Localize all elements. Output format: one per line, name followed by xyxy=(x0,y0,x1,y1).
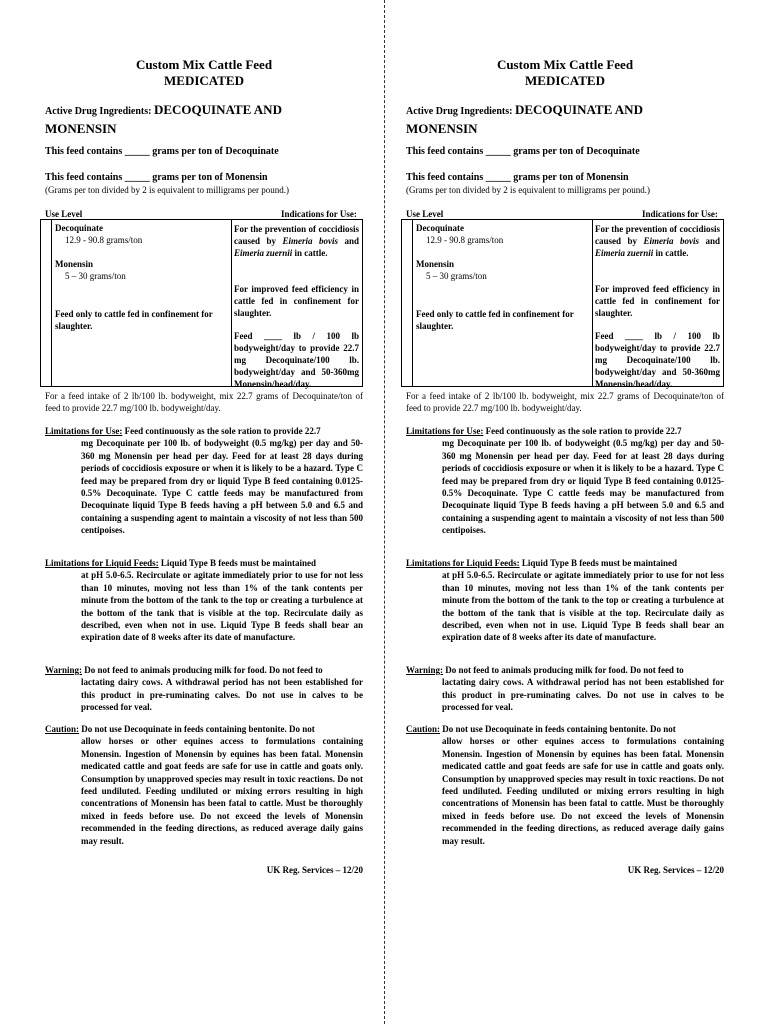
drug-monensin-name: Monensin xyxy=(416,259,455,269)
feed-label-right xyxy=(406,0,724,1024)
active-drug-ingredients: Active Drug Ingredients: DECOQUINATE AND MONENSIN xyxy=(406,102,643,136)
label-title: Custom Mix Cattle Feed MEDICATED xyxy=(496,57,634,88)
feed-intake-footnote: For a feed intake of 2 lb/100 lb. bodyweight, mix 22.7 grams of Decoquinate/ton of feed to provide 22.7 mg/100 lb. bodyweight/day. xyxy=(406,391,724,413)
caution: Caution: Do not use Decoquinate in feeds containing bentonite. Do not allow horses or other equines access to formulations containing Monensin. Ingestion of Monensin by equines has been fatal. Monensin medicated cattle and goat feeds are safe for use in cattle and goats only. Consumption by unapproved species may result in toxic reactions. Do not feed undiluted. Feeding undiluted or mixing errors resulting in high concentrations of Monensin has been fatal to cattle. Must be thoroughly mixed in feeds before use. Do not exceed the levels of Monensin recommended in the feeding directions, as reduced average daily gains may result. xyxy=(45,724,363,846)
decoquinate-content-line: This feed contains _____ grams per ton of Decoquinate xyxy=(45,146,279,157)
use-level-table xyxy=(401,219,724,387)
grams-conversion-note: (Grams per ton divided by 2 is equivalent to milligrams per pound.) xyxy=(45,185,289,195)
feed-intake-footnote: For a feed intake of 2 lb/100 lb. bodyweight, mix 22.7 grams of Decoquinate/ton of feed to provide 22.7 mg/100 lb. bodyweight/day. xyxy=(45,391,363,413)
limitations-for-liquid-feeds: Limitations for Liquid Feeds: Liquid Type B feeds must be maintained at pH 5.0-6.5. Recirculate or agitate immediately prior to use for not less than 10 minutes, moving not less than 1% of the tank contents per minute from the bottom of the tank to the top or creating a turbulence at the bottom of the tank that is visible at the top. Recirculate daily as described, even when not in use. Liquid Type B feeds shall bear an expiration date of 8 weeks after its date of manufacture. xyxy=(45,558,363,643)
indications-header: Indications for Use: xyxy=(281,209,357,219)
caution: Caution: Do not use Decoquinate in feeds containing bentonite. Do not allow horses or other equines access to formulations containing Monensin. Ingestion of Monensin by equines has been fatal. Monensin medicated cattle and goat feeds are safe for use in cattle and goats only. Consumption by unapproved species may result in toxic reactions. Do not feed undiluted. Feeding undiluted or mixing errors resulting in high concentrations of Monensin has been fatal to cattle. Must be thoroughly mixed in feeds before use. Do not exceed the levels of Monensin recommended in the feeding directions, as reduced average daily gains may result. xyxy=(406,724,724,846)
indication-coccidiosis: For the prevention of coccidiosis caused by Eimeria bovis and Eimeria zuernii in cattle. xyxy=(234,224,360,258)
limitations-for-use: Limitations for Use: Feed continuously as the sole ration to provide 22.7 mg Decoquinate per 100 lb. of bodyweight (0.5 mg/kg) per day and 50-360 mg Monensin per head per day. Feed for at least 28 days during periods of coccidiosis exposure or when it is likely to be a hazard. Type C feed may be prepared from dry or liquid Type B feed containing 0.0125-0.5% Decoquinate. Type C cattle feeds may be manufactured from Decoquinate liquid Type B feeds having a pH between 5.0 and 6.5 and containing a suspending agent to maintain a viscosity of not less than 500 centipoises. xyxy=(406,426,724,536)
active-drug-ingredients: Active Drug Ingredients: DECOQUINATE AND MONENSIN xyxy=(45,102,282,136)
warning: Warning: Do not feed to animals producing milk for food. Do not feed to lactating dairy cows. A withdrawal period has not been established for this product in pre-ruminating calves. Do not use in calves to be processed for veal. xyxy=(406,665,724,713)
drug-decoquinate-name: Decoquinate xyxy=(416,223,464,233)
drug-decoquinate-name: Decoquinate xyxy=(55,223,103,233)
indication-feed-efficiency: For improved feed efficiency in cattle fed in confinement for slaughter. xyxy=(234,284,359,318)
drug-decoquinate-range: 12.9 - 90.8 grams/ton xyxy=(65,235,143,245)
grams-conversion-note: (Grams per ton divided by 2 is equivalent to milligrams per pound.) xyxy=(406,185,650,195)
monensin-content-line: This feed contains _____ grams per ton of Monensin xyxy=(406,172,629,183)
feed-label-left xyxy=(45,0,363,1024)
drug-decoquinate-range: 12.9 - 90.8 grams/ton xyxy=(426,235,504,245)
drug-monensin-range: 5 – 30 grams/ton xyxy=(426,271,487,281)
warning: Warning: Do not feed to animals producing milk for food. Do not feed to lactating dairy cows. A withdrawal period has not been established for this product in pre-ruminating calves. Do not use in calves to be processed for veal. xyxy=(45,665,363,713)
indication-coccidiosis: For the prevention of coccidiosis caused by Eimeria bovis and Eimeria zuernii in cattle. xyxy=(595,224,721,258)
indications-header: Indications for Use: xyxy=(642,209,718,219)
drug-monensin-name: Monensin xyxy=(55,259,94,269)
use-level-table xyxy=(40,219,363,387)
use-level-header: Use Level xyxy=(406,209,444,219)
label-title: Custom Mix Cattle Feed MEDICATED xyxy=(135,57,273,88)
limitations-for-use: Limitations for Use: Feed continuously as the sole ration to provide 22.7 mg Decoquinate per 100 lb. of bodyweight (0.5 mg/kg) per day and 50-360 mg Monensin per head per day. Feed for at least 28 days during periods of coccidiosis exposure or when it is likely to be a hazard. Type C feed may be prepared from dry or liquid Type B feed containing 0.0125-0.5% Decoquinate. Type C cattle feeds may be manufactured from Decoquinate liquid Type B feeds having a pH between 5.0 and 6.5 and containing a suspending agent to maintain a viscosity of not less than 500 centipoises. xyxy=(45,426,363,536)
feed-only-note: Feed only to cattle fed in confinement for slaughter. xyxy=(416,309,574,331)
registration-signature: UK Reg. Services – 12/20 xyxy=(266,865,363,875)
feed-only-note: Feed only to cattle fed in confinement for slaughter. xyxy=(55,309,213,331)
cut-line-divider xyxy=(384,0,385,1024)
indication-feeding-rate: Feed ____ lb / 100 lb bodyweight/day to provide 22.7 mg Decoquinate/100 lb. bodyweight/day and 50-360mg Monensin/head/day. xyxy=(595,331,720,389)
limitations-for-liquid-feeds: Limitations for Liquid Feeds: Liquid Type B feeds must be maintained at pH 5.0-6.5. Recirculate or agitate immediately prior to use for not less than 10 minutes, moving not less than 1% of the tank contents per minute from the bottom of the tank to the top or creating a turbulence at the bottom of the tank that is visible at the top. Recirculate daily as described, even when not in use. Liquid Type B feeds shall bear an expiration date of 8 weeks after its date of manufacture. xyxy=(406,558,724,643)
registration-signature: UK Reg. Services – 12/20 xyxy=(627,865,724,875)
decoquinate-content-line: This feed contains _____ grams per ton of Decoquinate xyxy=(406,146,640,157)
monensin-content-line: This feed contains _____ grams per ton of Monensin xyxy=(45,172,268,183)
use-level-header: Use Level xyxy=(45,209,83,219)
indication-feeding-rate: Feed ____ lb / 100 lb bodyweight/day to provide 22.7 mg Decoquinate/100 lb. bodyweight/day and 50-360mg Monensin/head/day. xyxy=(234,331,359,389)
drug-monensin-range: 5 – 30 grams/ton xyxy=(65,271,126,281)
indication-feed-efficiency: For improved feed efficiency in cattle fed in confinement for slaughter. xyxy=(595,284,720,318)
